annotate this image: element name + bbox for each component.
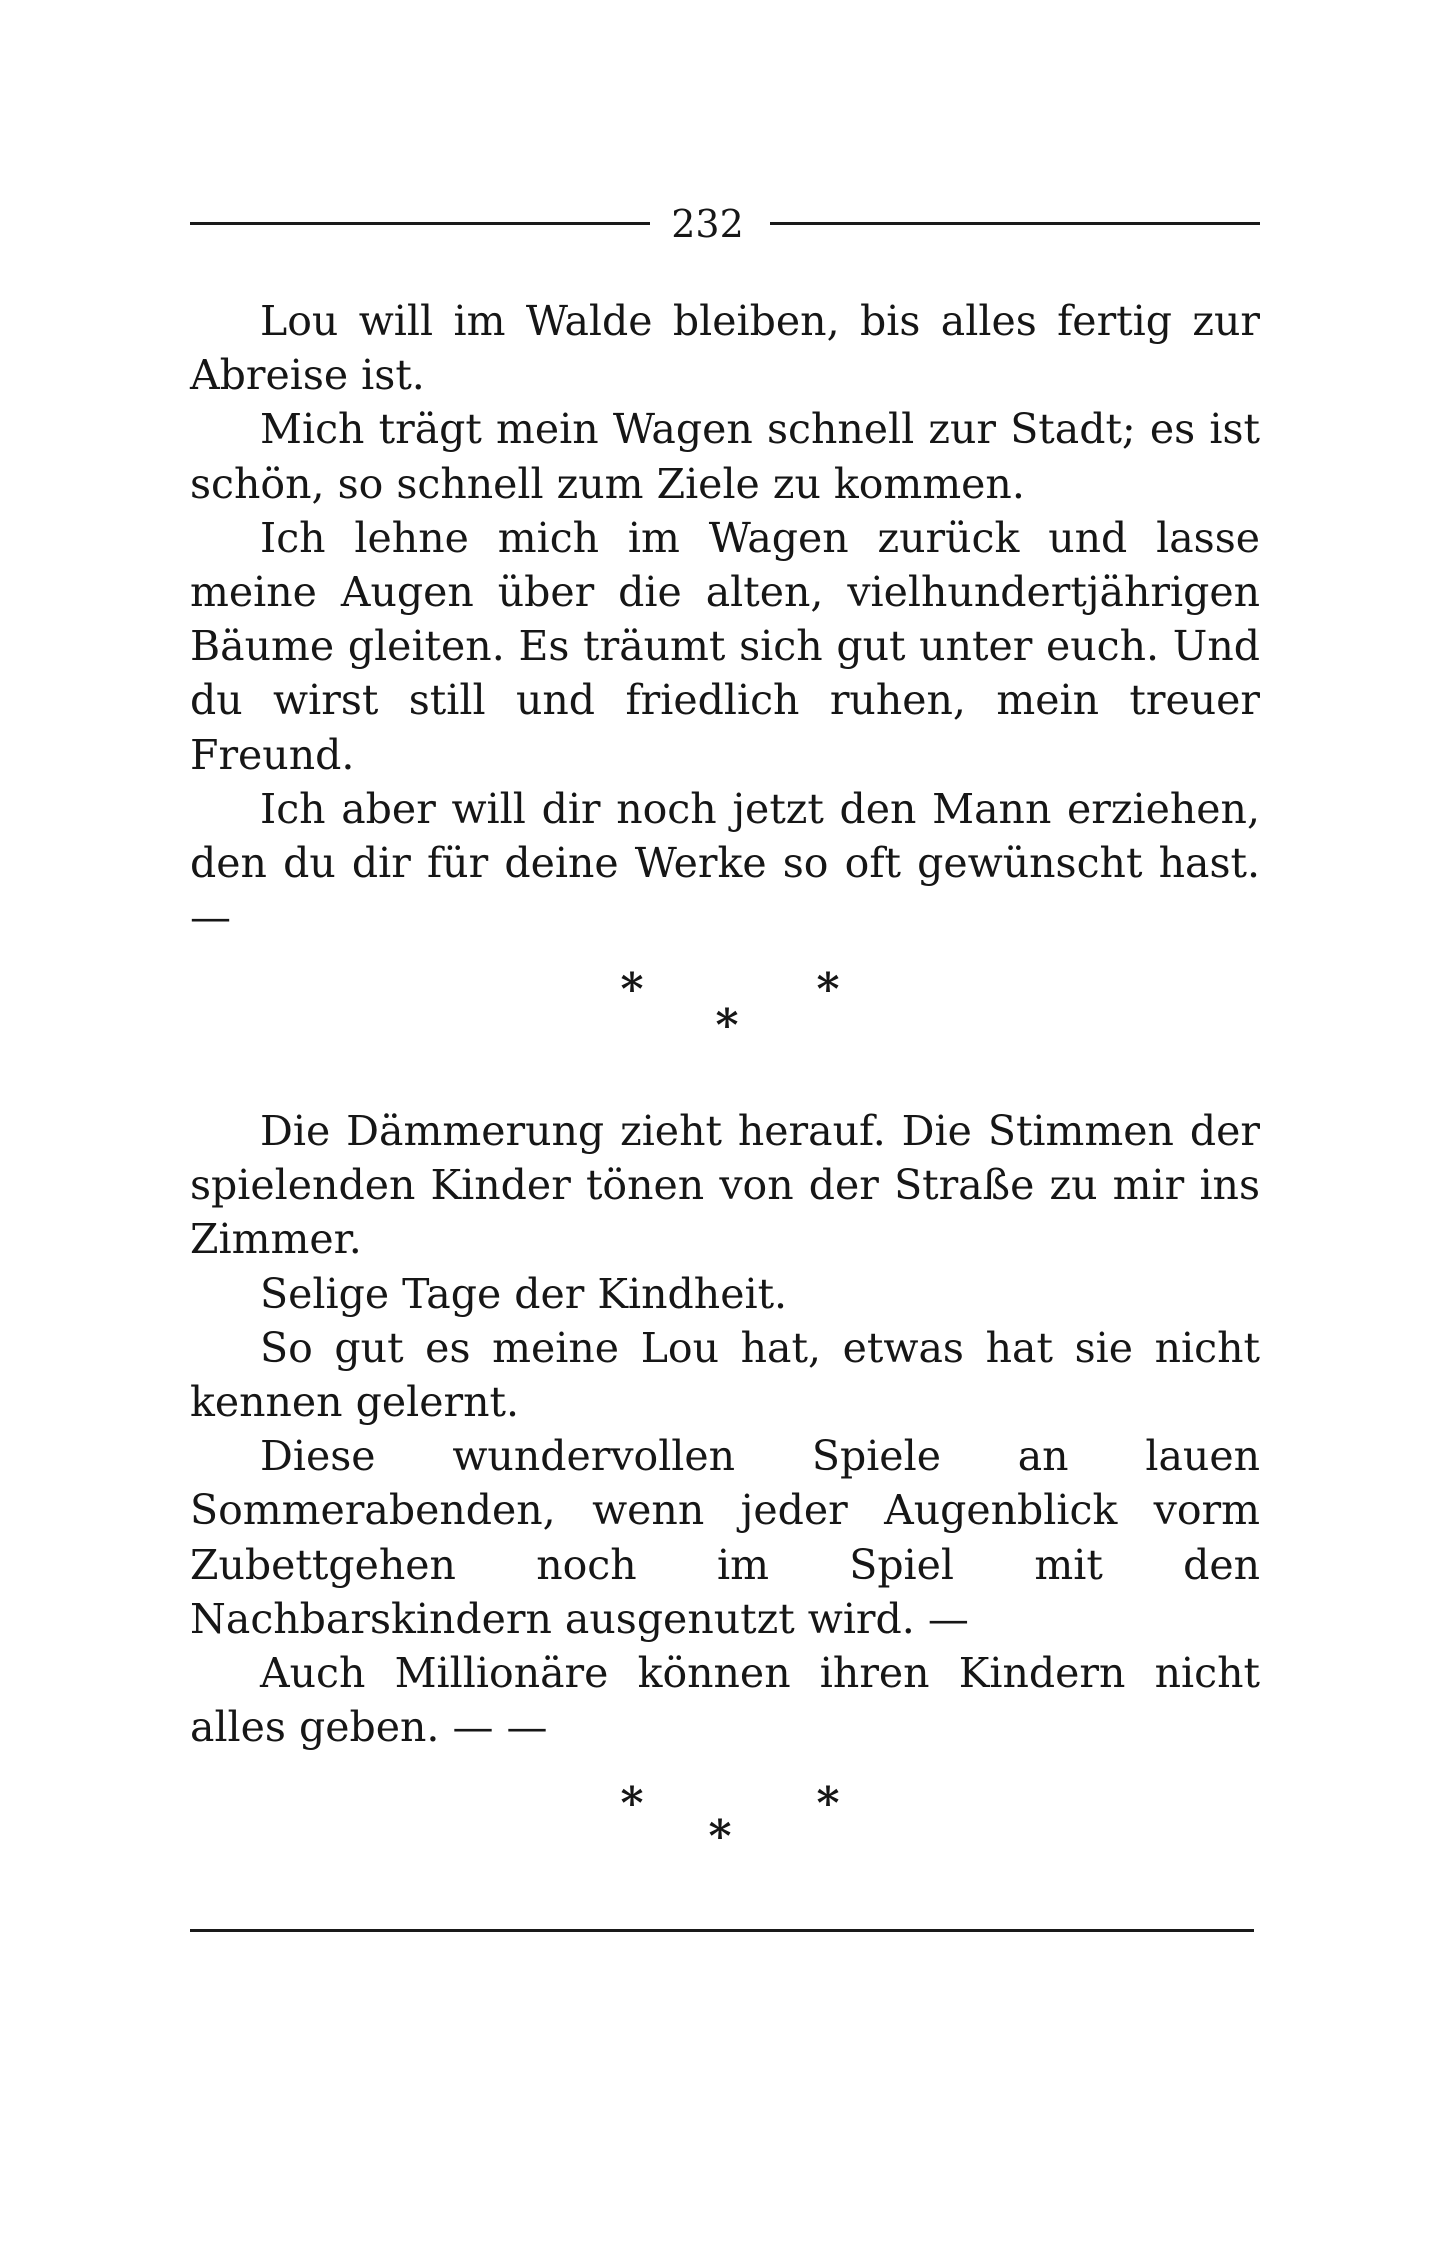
- separator-star: *: [816, 964, 840, 1015]
- page-number: 232: [671, 202, 744, 246]
- separator-star: *: [715, 1000, 739, 1051]
- header-rule-right: [770, 222, 1260, 225]
- separator-star: *: [816, 1778, 840, 1829]
- text-section-2: [190, 1104, 1260, 1754]
- separator-star: *: [708, 1811, 732, 1862]
- separator-star: *: [620, 1778, 644, 1829]
- paragraph: Ich aber will dir noch jetzt den Mann erziehen, den du dir für deine Werke so oft gewünscht hast. —: [190, 784, 1260, 942]
- paragraph: Ich lehne mich im Wagen zurück und lasse meine Augen über die alten, vielhundertjährigen Bäume gleiten. Es träumt sich gut unter euch. Und du wirst still und friedlich ruhen, mein treuer Freund.: [190, 513, 1260, 779]
- paragraph: Diese wundervollen Spiele an lauen Sommerabenden, wenn jeder Augenblick vorm Zubettgehen noch im Spiel mit den Nachbarskindern ausgenutzt wird. —: [190, 1432, 1260, 1643]
- paragraph: Die Dämmerung zieht herauf. Die Stimmen der spielenden Kinder tönen von der Straße zu mir ins Zimmer.: [190, 1107, 1260, 1264]
- paragraph: Selige Tage der Kindheit.: [260, 1269, 788, 1318]
- paragraph: Lou will im Walde bleiben, bis alles fertig zur Abreise ist.: [190, 297, 1260, 400]
- text-section-1: [190, 294, 1260, 944]
- footer-rule: [190, 1929, 1254, 1932]
- page-header: [190, 198, 1260, 250]
- paragraph: Auch Millionäre können ihren Kindern nicht alles geben. — —: [190, 1649, 1260, 1752]
- paragraph: Mich trägt mein Wagen schnell zur Stadt; es ist schön, so schnell zum Ziele zu kommen.: [190, 405, 1260, 508]
- separator-star: *: [620, 964, 644, 1015]
- header-rule-left: [190, 222, 650, 225]
- paragraph: So gut es meine Lou hat, etwas hat sie nicht kennen gelernt.: [190, 1323, 1260, 1427]
